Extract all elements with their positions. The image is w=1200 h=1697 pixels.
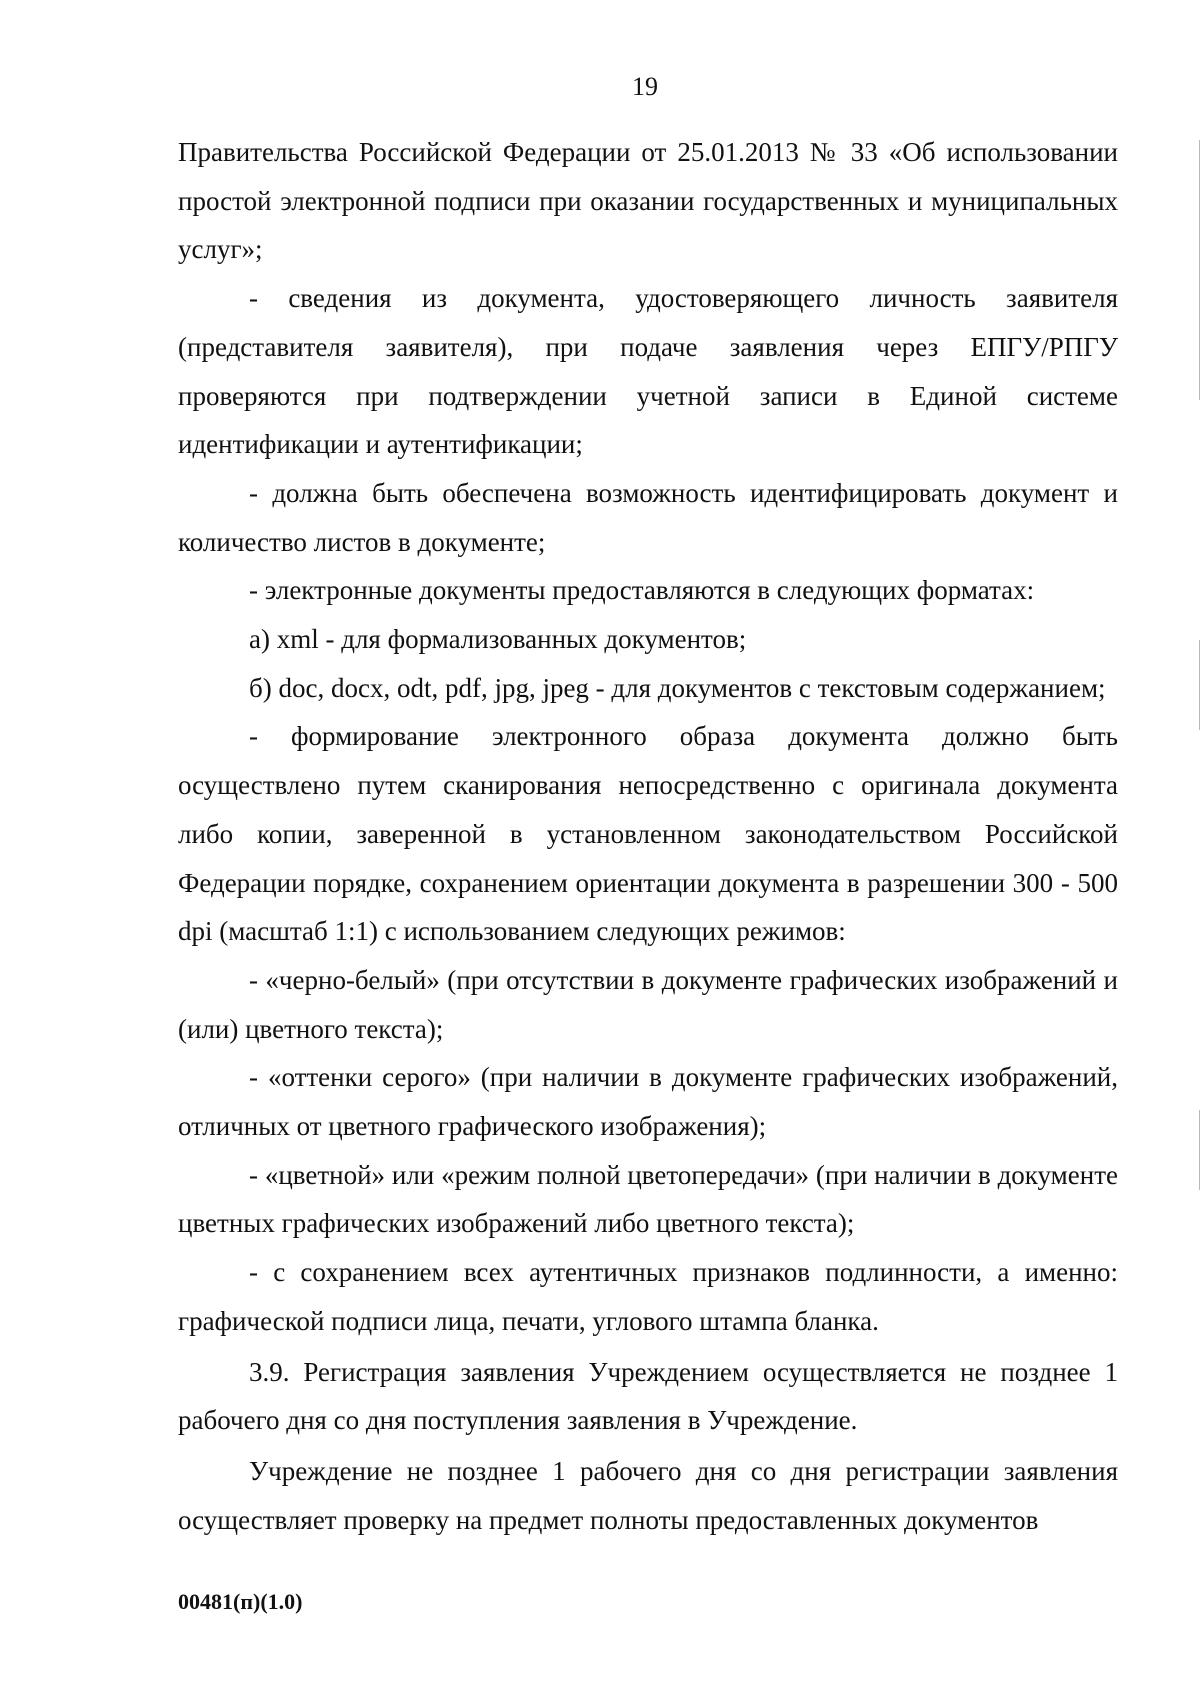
paragraph-mode-gray: - «оттенки серого» (при наличии в документе графических изображений, отличных от цветного графического изображения); — [178, 1062, 1118, 1142]
paragraph-registration: 3.9. Регистрация заявления Учреждением осуществляется не позднее 1 рабочего дня со дня поступления заявления в Учреждение. — [178, 1356, 1118, 1436]
paragraph-mode-bw: - «черно-белый» (при отсутствии в документе графических изображений и (или) цветного текста); — [178, 964, 1118, 1044]
paragraph-identify-document: - должна быть обеспечена возможность идентифицировать документ и количество листов в документе; — [178, 477, 1118, 557]
paragraph-format-text: б) doc, docx, odt, pdf, jpg, jpeg - для документов с текстовым содержанием; — [249, 672, 1106, 703]
paragraph-format-xml: а) xml - для формализованных документов; — [249, 624, 747, 655]
document-body — [178, 128, 1118, 1544]
paragraph-continuation-resolution: Правительства Российской Федерации от 25.01.2013 № 33 «Об использовании простой электронной подписи при оказании государственных и муниципальных услуг»; — [178, 137, 1118, 265]
paragraph-identity-document: - сведения из документа, удостоверяющего личность заявителя (представителя заявителя), при подаче заявления через ЕПГУ/РПГУ проверяются при подтверждении учетной записи в Единой системе идентификации и аутентификации; — [178, 283, 1118, 460]
paragraph-formats-intro: - электронные документы предоставляются в следующих форматах: — [249, 575, 1035, 606]
paragraph-scanning: - формирование электронного образа документа должно быть осуществлено путем сканирования непосредственно с оригинала документа либо копии, заверенной в установленном законодательством Российской Федерации порядке, сохранением ориентации документа в разрешении 300 - 500 dpi (масштаб 1:1) с использованием следующих режимов: — [178, 721, 1118, 947]
paragraph-verification: Учреждение не позднее 1 рабочего дня со дня регистрации заявления осуществляет проверку на предмет полноты предоставленных документов — [178, 1455, 1118, 1535]
paragraph-authenticity: - с сохранением всех аутентичных признаков подлинности, а именно: графической подписи лица, печати, углового штампа бланка. — [178, 1257, 1118, 1336]
page-number: 19 — [632, 72, 658, 101]
paragraph-mode-color: - «цветной» или «режим полной цветопередачи» (при наличии в документе цветных графических изображений либо цветного текста); — [178, 1159, 1118, 1239]
document-code: 00481(п)(1.0) — [178, 1589, 303, 1614]
